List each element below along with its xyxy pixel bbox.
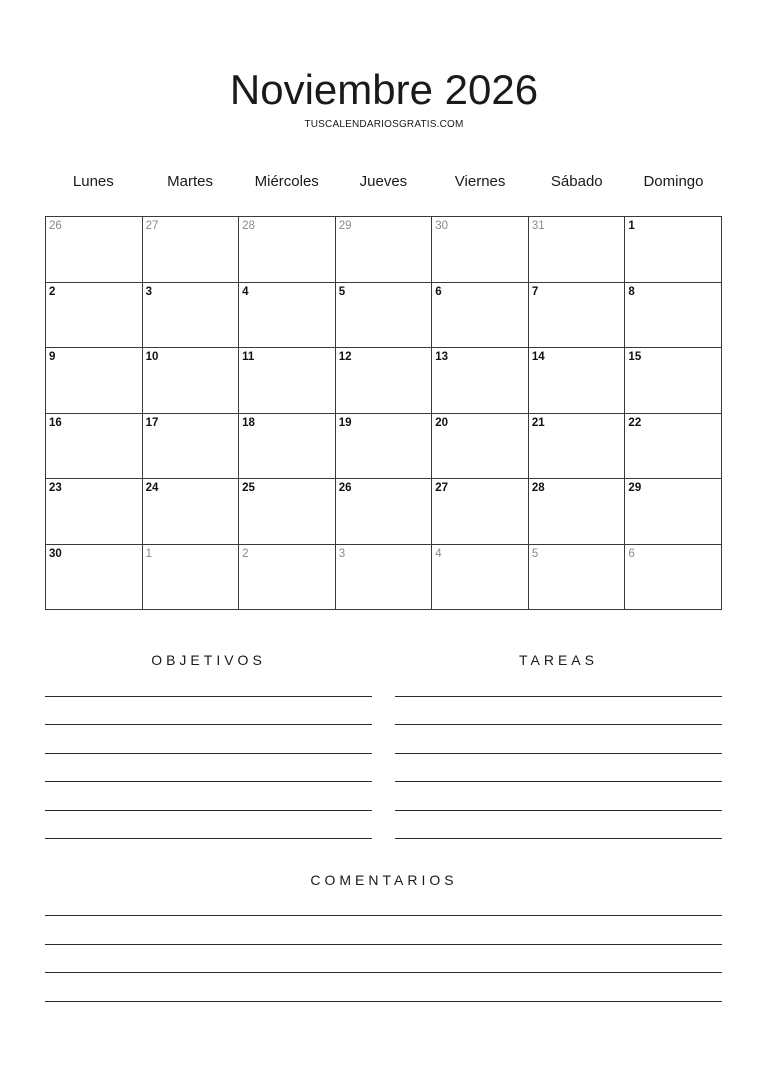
calendar-day-cell: [625, 414, 722, 480]
day-number: 11: [242, 351, 255, 363]
calendar-day-cell: [432, 414, 529, 480]
day-number: 28: [531, 482, 545, 494]
day-number: 1: [628, 220, 635, 232]
calendar-day-cell: [46, 283, 143, 349]
comentarios-writing-line: [45, 915, 722, 916]
day-number: 29: [338, 220, 352, 232]
day-number: 29: [628, 482, 642, 494]
weekday-label: Jueves: [359, 173, 408, 190]
day-number: 4: [435, 547, 442, 560]
objetivos-heading: OBJETIVOS: [151, 652, 266, 668]
day-number: 14: [531, 351, 545, 363]
day-number: 27: [145, 220, 159, 232]
objetivos-writing-line: [45, 781, 372, 782]
calendar-day-cell: [143, 283, 240, 349]
calendar-day-cell: [625, 283, 722, 349]
calendar-day-cell: [625, 545, 722, 611]
day-number: 31: [531, 220, 545, 232]
calendar-day-cell: [336, 217, 433, 283]
tareas-heading: TAREAS: [519, 652, 598, 668]
day-number: 12: [338, 351, 352, 363]
calendar-day-cell: [529, 217, 626, 283]
tareas-writing-line: [395, 696, 722, 697]
calendar-day-cell: [239, 217, 336, 283]
tareas-writing-line: [395, 810, 722, 811]
calendar-day-cell: [143, 545, 240, 611]
calendar-day-cell: [529, 348, 626, 414]
calendar-day-cell: [239, 283, 336, 349]
tareas-writing-line: [395, 781, 722, 782]
calendar-day-cell: [239, 348, 336, 414]
calendar-day-cell: [46, 217, 143, 283]
day-number: 8: [628, 285, 635, 298]
weekday-label: Lunes: [72, 173, 114, 190]
day-number: 27: [435, 482, 449, 494]
weekday-label: Viernes: [454, 173, 506, 190]
calendar-day-cell: [46, 414, 143, 480]
day-number: 17: [145, 416, 159, 429]
day-number: 7: [531, 285, 539, 298]
day-number: 23: [49, 482, 62, 494]
day-number: 20: [435, 416, 449, 429]
calendar-day-cell: [432, 283, 529, 349]
calendar-day-cell: [143, 217, 240, 283]
day-number: 5: [531, 547, 539, 560]
day-number: 21: [531, 416, 545, 429]
calendar-day-cell: [336, 414, 433, 480]
calendar-day-cell: [529, 479, 626, 545]
day-number: 19: [338, 416, 352, 429]
day-number: 16: [49, 416, 62, 429]
calendar-day-cell: [239, 414, 336, 480]
day-number: 24: [145, 482, 159, 494]
objetivos-writing-line: [45, 724, 372, 725]
weekday-label: Miércoles: [254, 173, 319, 190]
website-caption: TUSCALENDARIOSGRATIS.COM: [304, 119, 464, 130]
tareas-writing-line: [395, 753, 722, 754]
weekday-header: [45, 173, 722, 193]
calendar-day-cell: [336, 348, 433, 414]
tareas-writing-line: [395, 838, 722, 839]
calendar-day-cell: [625, 348, 722, 414]
day-number: 26: [338, 482, 352, 494]
day-number: 6: [628, 547, 635, 560]
day-number: 2: [242, 547, 249, 560]
day-number: 30: [435, 220, 449, 232]
day-number: 25: [242, 482, 255, 494]
day-number: 3: [145, 285, 152, 298]
tareas-writing-line: [395, 724, 722, 725]
day-number: 10: [145, 351, 159, 363]
day-number: 3: [338, 547, 346, 560]
weekday-label: Domingo: [643, 173, 704, 190]
objetivos-writing-line: [45, 753, 372, 754]
calendar-day-cell: [336, 479, 433, 545]
calendar-day-cell: [143, 479, 240, 545]
day-number: 15: [628, 351, 642, 363]
calendar-day-cell: [625, 479, 722, 545]
day-number: 9: [49, 351, 56, 363]
calendar-day-cell: [46, 348, 143, 414]
day-number: 4: [242, 285, 249, 298]
calendar-grid: [45, 216, 722, 610]
day-number: 26: [49, 220, 62, 232]
calendar-day-cell: [143, 348, 240, 414]
day-number: 13: [435, 351, 449, 363]
day-number: 1: [145, 547, 152, 560]
day-number: 6: [435, 285, 442, 298]
day-number: 2: [49, 285, 56, 298]
calendar-day-cell: [529, 283, 626, 349]
day-number: 28: [242, 220, 255, 232]
calendar-day-cell: [529, 414, 626, 480]
calendar-day-cell: [432, 217, 529, 283]
page-title: Noviembre 2026: [229, 66, 539, 113]
calendar-day-cell: [239, 479, 336, 545]
calendar-day-cell: [336, 545, 433, 611]
weekday-label: Sábado: [550, 173, 603, 190]
calendar-day-cell: [336, 283, 433, 349]
calendar-day-cell: [46, 545, 143, 611]
calendar-day-cell: [239, 545, 336, 611]
calendar-day-cell: [46, 479, 143, 545]
day-number: 5: [338, 285, 346, 298]
calendar-day-cell: [143, 414, 240, 480]
comentarios-writing-line: [45, 972, 722, 973]
objetivos-writing-line: [45, 838, 372, 839]
calendar-day-cell: [432, 545, 529, 611]
calendar-day-cell: [625, 217, 722, 283]
objetivos-writing-line: [45, 696, 372, 697]
objetivos-writing-line: [45, 810, 372, 811]
day-number: 30: [49, 547, 62, 560]
comentarios-writing-line: [45, 944, 722, 945]
weekday-label: Martes: [167, 173, 213, 190]
calendar-day-cell: [432, 479, 529, 545]
comentarios-heading: COMENTARIOS: [310, 872, 458, 888]
day-number: 18: [242, 416, 255, 429]
day-number: 22: [628, 416, 642, 429]
calendar-day-cell: [432, 348, 529, 414]
comentarios-writing-line: [45, 1001, 722, 1002]
calendar-day-cell: [529, 545, 626, 611]
